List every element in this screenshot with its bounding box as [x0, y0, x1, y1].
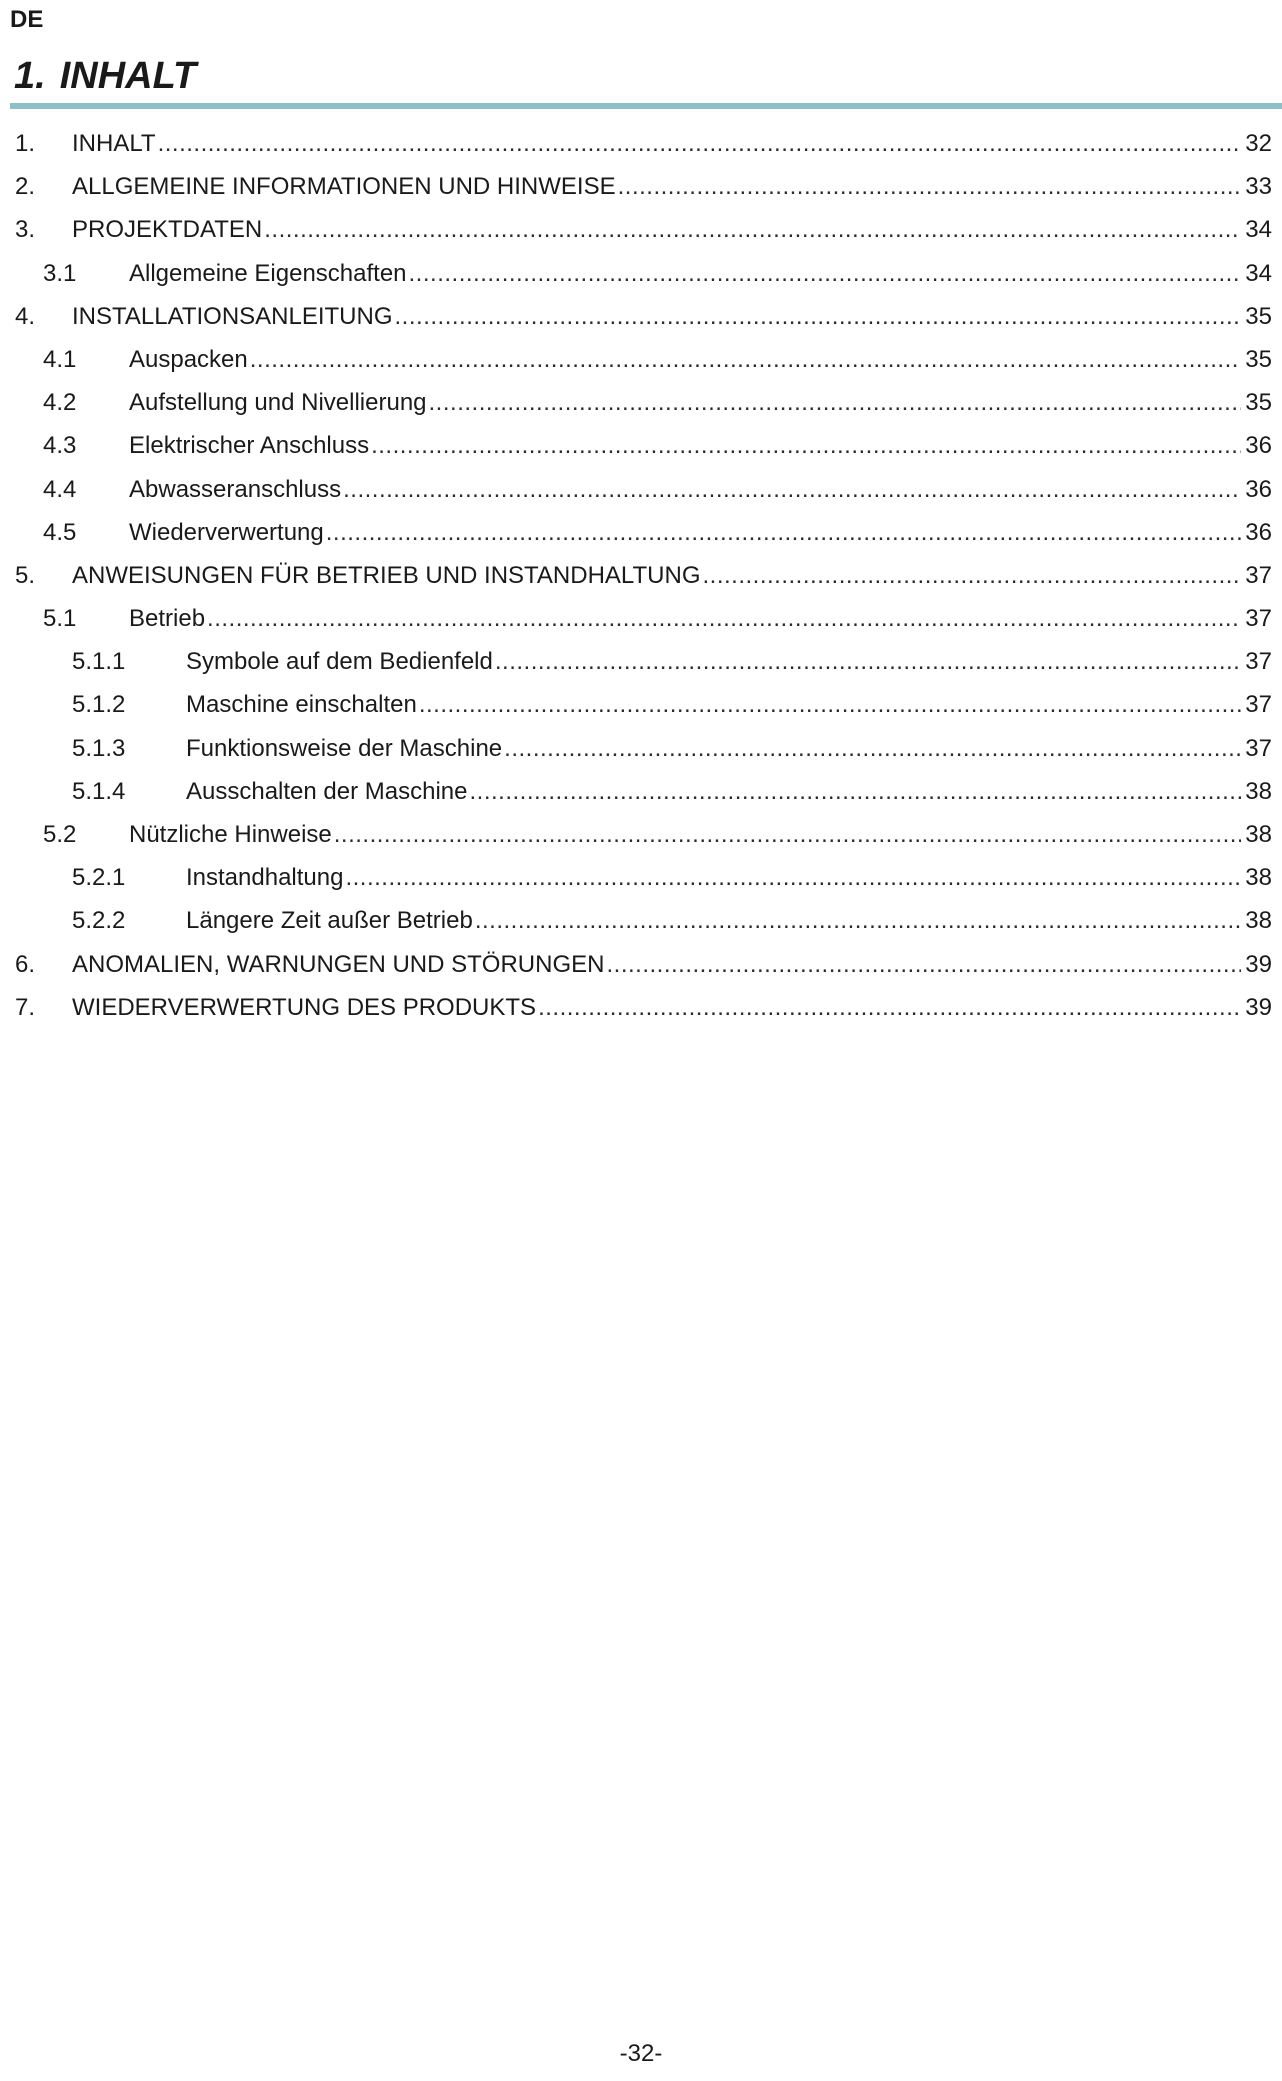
toc-entry-page: 39	[1241, 986, 1272, 1029]
toc-entry-page: 37	[1241, 597, 1272, 640]
toc-entry[interactable]	[0, 511, 1282, 554]
toc-entry-title: ANOMALIEN, WARNUNGEN UND STÖRUNGEN	[72, 943, 606, 986]
toc-entry-title: Symbole auf dem Bedienfeld	[186, 640, 495, 683]
table-of-contents	[0, 122, 1282, 1029]
toc-entry[interactable]	[0, 813, 1282, 856]
toc-entry-page: 35	[1241, 295, 1272, 338]
toc-entry[interactable]	[0, 770, 1282, 813]
toc-dot-leader	[334, 813, 1242, 856]
toc-dot-leader	[395, 295, 1242, 338]
toc-entry-line	[72, 943, 1272, 986]
toc-entry-page: 34	[1241, 208, 1272, 251]
toc-entry-number: 5.1.2	[72, 691, 126, 719]
toc-dot-leader	[703, 554, 1242, 597]
toc-entry[interactable]	[0, 943, 1282, 986]
toc-dot-leader	[475, 899, 1241, 942]
toc-dot-leader	[429, 381, 1242, 424]
toc-entry-line	[72, 295, 1272, 338]
page-title-text: INHALT	[59, 55, 197, 97]
toc-entry[interactable]	[0, 381, 1282, 424]
toc-dot-leader	[469, 770, 1241, 813]
toc-dot-leader	[343, 468, 1241, 511]
toc-entry-line	[186, 770, 1272, 813]
toc-entry-page: 37	[1241, 727, 1272, 770]
toc-entry-page: 38	[1241, 813, 1272, 856]
toc-dot-leader	[606, 943, 1241, 986]
toc-entry-page: 38	[1241, 770, 1272, 813]
toc-entry[interactable]	[0, 424, 1282, 467]
toc-entry-number: 4.	[15, 302, 36, 330]
toc-entry-page: 37	[1241, 554, 1272, 597]
toc-entry[interactable]	[0, 252, 1282, 295]
toc-entry-number: 5.2.2	[72, 907, 126, 935]
toc-entry-line	[72, 122, 1272, 165]
toc-entry-number: 4.5	[43, 518, 77, 546]
toc-entry-title: Allgemeine Eigenschaften	[129, 252, 409, 295]
toc-entry-page: 36	[1241, 468, 1272, 511]
toc-entry-line	[186, 899, 1272, 942]
toc-entry[interactable]	[0, 597, 1282, 640]
toc-entry-title: INHALT	[72, 122, 158, 165]
toc-entry-line	[129, 424, 1272, 467]
toc-entry-title: Nützliche Hinweise	[129, 813, 334, 856]
toc-dot-leader	[158, 122, 1242, 165]
toc-entry-title: Wiederverwertung	[129, 511, 326, 554]
toc-entry-number: 5.1	[43, 605, 77, 633]
toc-entry-title: Ausschalten der Maschine	[186, 770, 469, 813]
toc-entry-number: 5.1.4	[72, 777, 126, 805]
toc-dot-leader	[409, 252, 1242, 295]
toc-entry-line	[186, 856, 1272, 899]
toc-entry-title: ANWEISUNGEN FÜR BETRIEB UND INSTANDHALTUNG	[72, 554, 703, 597]
toc-dot-leader	[419, 683, 1241, 726]
toc-entry-line	[72, 554, 1272, 597]
toc-dot-leader	[250, 338, 1242, 381]
page-title-number: 1.	[14, 55, 46, 97]
toc-entry-page: 32	[1241, 122, 1272, 165]
toc-entry-line	[129, 252, 1272, 295]
toc-entry[interactable]	[0, 986, 1282, 1029]
toc-entry-title: WIEDERVERWERTUNG DES PRODUKTS	[72, 986, 538, 1029]
toc-entry-page: 39	[1241, 943, 1272, 986]
toc-entry-number: 1.	[15, 130, 36, 157]
toc-entry-page: 35	[1241, 338, 1272, 381]
toc-entry-page: 36	[1241, 511, 1272, 554]
toc-dot-leader	[504, 727, 1241, 770]
toc-entry-page: 35	[1241, 381, 1272, 424]
toc-entry-number: 6.	[15, 950, 36, 978]
toc-entry-title: Betrieb	[129, 597, 207, 640]
toc-entry-title: ALLGEMEINE INFORMATIONEN UND HINWEISE	[72, 165, 618, 208]
toc-entry[interactable]	[0, 727, 1282, 770]
toc-dot-leader	[264, 208, 1241, 251]
toc-entry-line	[72, 208, 1272, 251]
toc-entry[interactable]	[0, 295, 1282, 338]
toc-entry-title: PROJEKTDATEN	[72, 208, 264, 251]
toc-entry-line	[129, 813, 1272, 856]
toc-entry-line	[129, 468, 1272, 511]
toc-entry[interactable]	[0, 683, 1282, 726]
toc-entry-number: 5.2.1	[72, 864, 126, 892]
page-number: -32-	[619, 2040, 663, 2067]
toc-entry[interactable]	[0, 554, 1282, 597]
toc-entry-page: 36	[1241, 424, 1272, 467]
toc-entry-line	[129, 511, 1272, 554]
toc-dot-leader	[538, 986, 1241, 1029]
toc-entry-number: 3.	[15, 216, 36, 244]
toc-entry-number: 2.	[15, 173, 36, 201]
toc-entry-line	[72, 986, 1272, 1029]
toc-entry-title: Elektrischer Anschluss	[129, 424, 371, 467]
toc-entry[interactable]	[0, 165, 1282, 208]
toc-entry-page: 38	[1241, 899, 1272, 942]
toc-dot-leader	[345, 856, 1241, 899]
page-title	[14, 54, 196, 98]
toc-entry-line	[129, 338, 1272, 381]
toc-entry-page: 37	[1241, 640, 1272, 683]
toc-entry-page: 38	[1241, 856, 1272, 899]
toc-entry-title: Maschine einschalten	[186, 683, 419, 726]
toc-entry[interactable]	[0, 208, 1282, 251]
toc-entry-line	[129, 381, 1272, 424]
toc-entry-number: 5.1.1	[72, 648, 126, 676]
toc-entry-number: 4.3	[43, 432, 77, 460]
toc-entry-title: Funktionsweise der Maschine	[186, 727, 504, 770]
toc-entry-number: 5.	[15, 561, 36, 589]
toc-entry-number: 4.4	[43, 475, 77, 503]
toc-entry-title: INSTALLATIONSANLEITUNG	[72, 295, 395, 338]
toc-entry-number: 5.2	[43, 821, 77, 848]
toc-entry-page: 33	[1241, 165, 1272, 208]
toc-entry-line	[129, 597, 1272, 640]
toc-entry-number: 5.1.3	[72, 734, 126, 762]
toc-entry[interactable]	[0, 122, 1282, 165]
toc-entry-number: 7.	[15, 993, 36, 1021]
toc-entry-title: Auspacken	[129, 338, 250, 381]
toc-entry[interactable]	[0, 856, 1282, 899]
toc-entry-title: Instandhaltung	[186, 856, 345, 899]
title-divider	[10, 103, 1282, 109]
toc-entry-page: 37	[1241, 683, 1272, 726]
toc-dot-leader	[371, 424, 1241, 467]
toc-entry[interactable]	[0, 899, 1282, 942]
language-code: DE	[10, 6, 44, 33]
toc-entry[interactable]	[0, 468, 1282, 511]
toc-entry-title: Abwasseranschluss	[129, 468, 343, 511]
toc-entry-title: Aufstellung und Nivellierung	[129, 381, 429, 424]
toc-entry-line	[72, 165, 1272, 208]
toc-entry-number: 4.2	[43, 389, 77, 417]
toc-dot-leader	[495, 640, 1241, 683]
toc-entry-page: 34	[1241, 252, 1272, 295]
toc-entry-number: 3.1	[43, 259, 77, 287]
toc-entry-title: Längere Zeit außer Betrieb	[186, 899, 475, 942]
toc-entry-line	[186, 640, 1272, 683]
toc-dot-leader	[326, 511, 1242, 554]
toc-entry-line	[186, 683, 1272, 726]
toc-entry-number: 4.1	[43, 345, 77, 373]
toc-dot-leader	[207, 597, 1241, 640]
toc-entry[interactable]	[0, 640, 1282, 683]
toc-entry-line	[186, 727, 1272, 770]
toc-entry[interactable]	[0, 338, 1282, 381]
toc-dot-leader	[618, 165, 1242, 208]
